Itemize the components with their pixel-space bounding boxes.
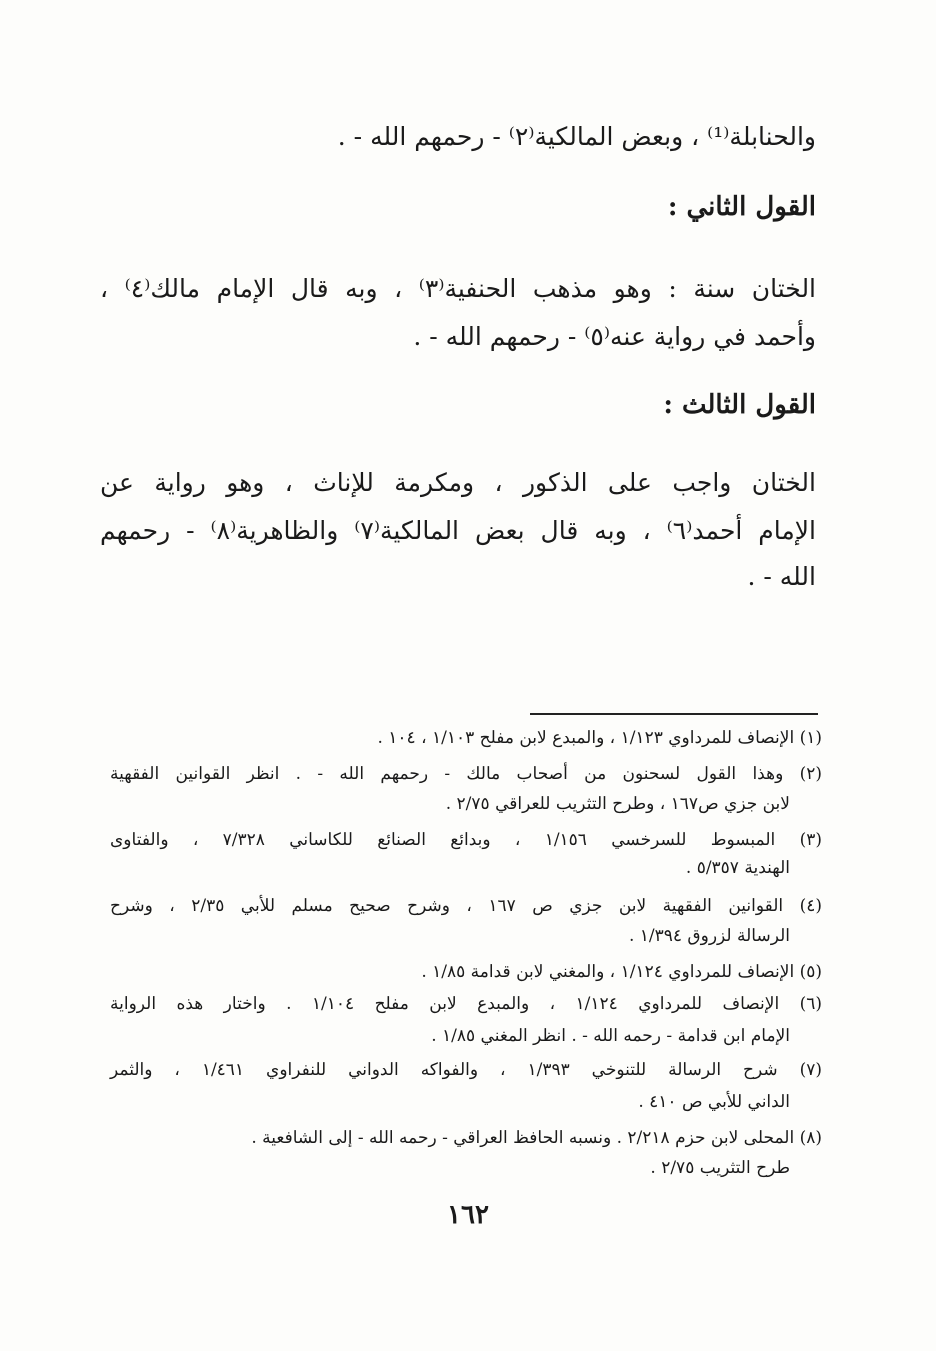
footnote-6: (٦) الإنصاف للمرداوي ١/١٢٤ ، والمبدع لابن مفلح ١/١٠٤ . واختار هذه الرواية xyxy=(110,994,822,1014)
body-line-3: الختان سنة : وهو مذهب الحنفية⁽٣⁾ ، وبه قال الإمام مالك⁽٤⁾ ، xyxy=(100,274,817,303)
footnote-2: (٢) وهذا القول لسحنون من أصحاب مالك - رحمهم الله - . انظر القوانين الفقهية xyxy=(110,764,822,784)
heading-second-opinion: القول الثاني : xyxy=(667,192,816,222)
footnote-6-cont: الإمام ابن قدامة - رحمه الله - . انظر المغني ١/٨٥ . xyxy=(431,1026,790,1046)
footnote-2-cont: لابن جزي ص١٦٧ ، وطرح التثريب للعراقي ٢/٧٥ . xyxy=(445,794,790,814)
body-line-6: الإمام أحمد⁽٦⁾ ، وبه قال بعض المالكية⁽٧⁾ والظاهرية⁽٨⁾ - رحمهم xyxy=(100,516,816,545)
footnote-7-cont: الداني للأبي ص ٤١٠ . xyxy=(638,1092,790,1112)
footnote-4: (٤) القوانين الفقهية لابن جزي ص ١٦٧ ، وشرح صحيح مسلم للأبي ٢/٣٥ ، وشرح xyxy=(110,896,822,916)
footnote-4-cont: الرسالة لزروق ١/٣٩٤ . xyxy=(628,926,790,946)
footnote-8: (٨) المحلى لابن حزم ٢/٢١٨ . ونسبه الحافظ العراقي - رحمه الله - إلى الشافعية . xyxy=(251,1128,822,1148)
footnote-separator xyxy=(530,713,818,715)
footnote-3-cont: الهندية ٥/٣٥٧ . xyxy=(685,858,790,878)
heading-third-opinion: القول الثالث : xyxy=(663,390,816,420)
body-line-7: الله - . xyxy=(747,562,816,591)
body-line-1: والحنابلة⁽¹⁾ ، وبعض المالكية⁽٢⁾ - رحمهم الله - . xyxy=(337,122,816,151)
footnote-7: (٧) شرح الرسالة للتنوخي ١/٣٩٣ ، والفواكه الدواني للنفراوي ١/٤٦١ ، والثمر xyxy=(110,1060,823,1080)
footnote-5: (٥) الإنصاف للمرداوي ١/١٢٤ ، والمغني لابن قدامة ١/٨٥ . xyxy=(421,962,822,982)
body-line-4: وأحمد في رواية عنه⁽٥⁾ - رحمهم الله - . xyxy=(413,322,816,351)
footnote-8-cont: طرح التثريب ٢/٧٥ . xyxy=(650,1158,790,1178)
page-number: ١٦٢ xyxy=(447,1200,489,1230)
footnote-3: (٣) المبسوط للسرخسي ١/١٥٦ ، وبدائع الصنائع للكاساني ٧/٣٢٨ ، والفتاوى xyxy=(110,830,822,850)
body-line-5: الختان واجب على الذكور ، ومكرمة للإناث ، وهو رواية عن xyxy=(100,468,816,497)
footnote-1: (١) الإنصاف للمرداوي ١/١٢٣ ، والمبدع لابن مفلح ١/١٠٣ ، ١٠٤ . xyxy=(377,728,822,748)
